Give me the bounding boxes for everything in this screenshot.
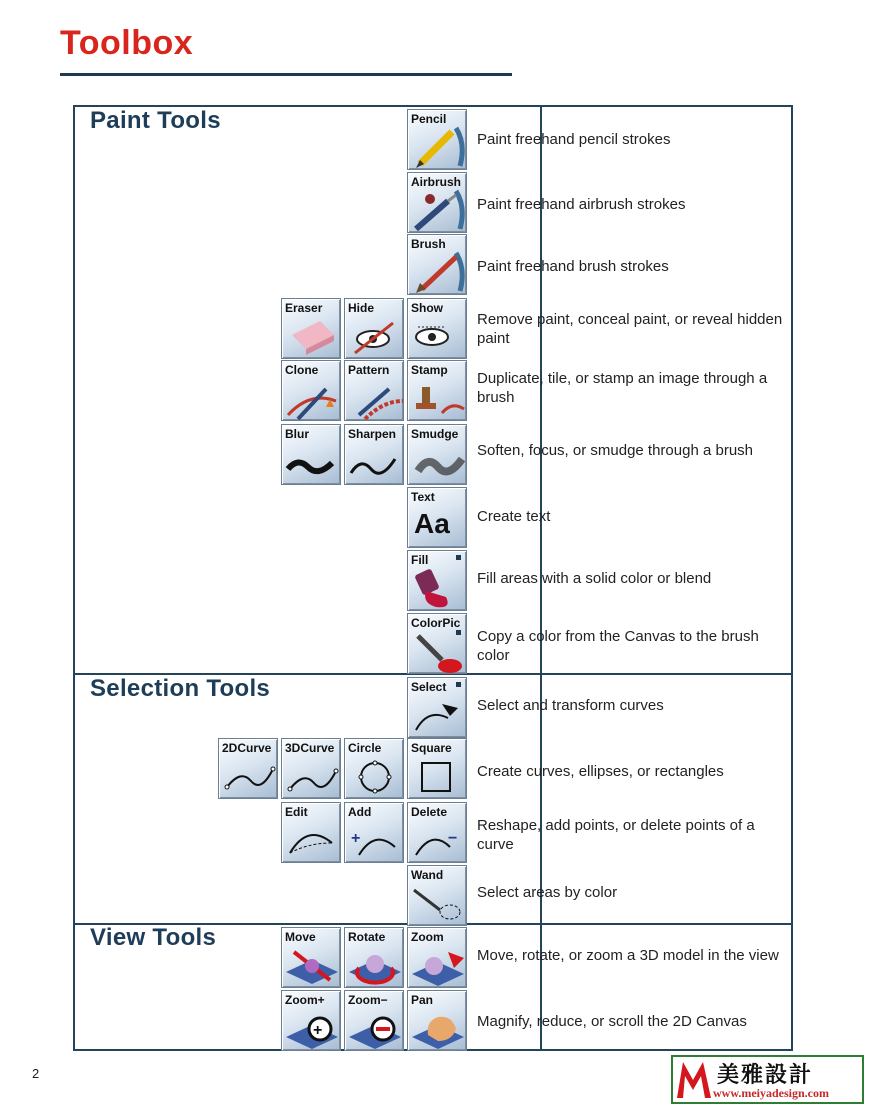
title-rule — [60, 73, 512, 76]
tool-label: Square — [411, 741, 452, 755]
tool-description: Fill areas with a solid color or blend — [477, 570, 712, 587]
curve-2d-icon — [219, 739, 278, 799]
tool-label: Stamp — [411, 363, 448, 377]
svg-text:+: + — [351, 830, 361, 847]
reduce-icon — [345, 991, 404, 1051]
hide-tool-button[interactable] — [344, 298, 404, 359]
blur-icon — [282, 425, 341, 485]
logo-url: www.meiyadesign.com — [713, 1086, 829, 1100]
tool-label: Pencil — [411, 112, 447, 126]
eye-icon — [408, 299, 467, 359]
tool-description: Magnify, reduce, or scroll the 2D Canvas — [477, 1013, 747, 1030]
eye-hidden-icon — [345, 299, 404, 359]
fill-tool-button[interactable] — [407, 550, 467, 611]
tool-label: Brush — [411, 237, 446, 251]
section-title-paint: Paint Tools — [90, 107, 221, 134]
tool-description: Reshape, add points, or delete points of a curve — [477, 817, 755, 853]
tool-description: Move, rotate, or zoom a 3D model in the view — [477, 947, 779, 964]
pan-tool-button[interactable] — [407, 990, 467, 1051]
clone-icon — [282, 361, 341, 421]
stamp-tool-button[interactable] — [407, 360, 467, 421]
tool-label: Pan — [411, 993, 434, 1007]
toolbox-panel — [73, 105, 793, 1051]
tool-label: Circle — [348, 741, 382, 755]
tool-description: Create curves, ellipses, or rectangles — [477, 763, 724, 780]
tool-label: Edit — [285, 805, 308, 819]
tool-description: Copy a color from the Canvas to the brush color — [477, 628, 759, 664]
tool-label: 3DCurve — [285, 741, 335, 755]
section-title-view: View Tools — [90, 924, 217, 951]
tool-label: 2DCurve — [222, 741, 272, 755]
pencil-icon — [408, 110, 467, 170]
curve-3d-icon — [282, 739, 341, 799]
blur-tool-button[interactable] — [281, 424, 341, 485]
publisher-logo — [671, 1055, 864, 1104]
colorpic-tool-button[interactable] — [407, 613, 467, 674]
tool-description: Select and transform curves — [477, 697, 664, 714]
tool-label: Rotate — [348, 930, 386, 944]
tool-label: Pattern — [348, 363, 390, 377]
pattern-tool-button[interactable] — [344, 360, 404, 421]
tool-label: Add — [348, 805, 372, 819]
text-tool-button[interactable] — [407, 487, 467, 548]
tool-description: Soften, focus, or smudge through a brush — [477, 442, 753, 459]
tool-description: Create text — [477, 508, 551, 525]
tool-label: Hide — [348, 301, 375, 315]
sharpen-tool-button[interactable] — [344, 424, 404, 485]
tool-label: Sharpen — [348, 427, 397, 441]
hand-icon — [408, 991, 467, 1051]
tool-description: Paint freehand airbrush strokes — [477, 196, 686, 213]
tool-label: Move — [285, 930, 316, 944]
tool-label: Show — [411, 301, 443, 315]
logo-mark-icon — [675, 1058, 715, 1102]
paint-bucket-icon — [408, 551, 467, 611]
logo-text: 美雅設計 — [717, 1062, 814, 1087]
sharpen-icon — [345, 425, 404, 485]
move-tool-button[interactable] — [281, 927, 341, 988]
edit-curve-icon — [282, 803, 341, 863]
brush-icon — [408, 235, 467, 295]
tool-label: Zoom+ — [285, 993, 325, 1007]
clone-tool-button[interactable] — [281, 360, 341, 421]
zoom-out-tool-button[interactable] — [344, 990, 404, 1051]
rotate-tool-button[interactable] — [344, 927, 404, 988]
magic-wand-icon — [408, 866, 467, 926]
delete-tool-button[interactable] — [407, 802, 467, 863]
tool-label: Blur — [285, 427, 309, 441]
tool-label: Smudge — [411, 427, 459, 441]
add-point-icon — [345, 803, 404, 863]
tool-label: Delete — [411, 805, 448, 819]
2dcurve-tool-button[interactable] — [218, 738, 278, 799]
zoom-tool-button[interactable] — [407, 927, 467, 988]
smudge-tool-button[interactable] — [407, 424, 467, 485]
svg-text:+: + — [313, 1022, 323, 1039]
text-glyph-icon: Aa — [414, 508, 450, 539]
move-view-icon — [282, 928, 341, 988]
tool-label: Wand — [411, 868, 444, 882]
tool-description: Remove paint, conceal paint, or reveal hidden paint — [477, 311, 783, 347]
magnify-icon — [282, 991, 341, 1051]
section-title-selection: Selection Tools — [90, 675, 271, 702]
tool-label: Zoom− — [348, 993, 388, 1007]
select-arrow-icon — [408, 678, 467, 738]
tool-label: Eraser — [285, 301, 323, 315]
rotate-view-icon — [345, 928, 404, 988]
tool-description: Duplicate, tile, or stamp an image through a brush — [477, 370, 768, 406]
pencil-tool-button[interactable] — [407, 109, 467, 170]
airbrush-icon — [408, 173, 467, 233]
3dcurve-tool-button[interactable] — [281, 738, 341, 799]
eraser-tool-button[interactable] — [281, 298, 341, 359]
edit-tool-button[interactable] — [281, 802, 341, 863]
wand-tool-button[interactable] — [407, 865, 467, 926]
brush-tool-button[interactable] — [407, 234, 467, 295]
delete-point-icon — [408, 803, 467, 863]
tool-label: ColorPic — [411, 616, 461, 630]
eyedropper-icon — [408, 614, 467, 674]
tool-label: Airbrush — [411, 175, 462, 189]
circle-icon — [345, 739, 404, 799]
zoom-in-tool-button[interactable] — [281, 990, 341, 1051]
square-icon — [408, 739, 467, 799]
tool-label: Text — [411, 490, 435, 504]
tool-label: Zoom — [411, 930, 444, 944]
tool-label: Clone — [285, 363, 319, 377]
zoom-view-icon — [408, 928, 467, 988]
tool-label: Select — [411, 680, 447, 694]
tool-description: Select areas by color — [477, 884, 618, 901]
page-title: Toolbox — [60, 24, 194, 62]
select-tool-button[interactable] — [407, 677, 467, 738]
show-tool-button[interactable] — [407, 298, 467, 359]
tool-label: Fill — [411, 553, 429, 567]
pattern-icon — [345, 361, 404, 421]
add-tool-button[interactable] — [344, 802, 404, 863]
page-number: 2 — [32, 1066, 40, 1081]
tool-description: Paint freehand brush strokes — [477, 258, 669, 275]
stamp-icon — [408, 361, 467, 421]
circle-tool-button[interactable] — [344, 738, 404, 799]
svg-text:−: − — [448, 830, 458, 847]
smudge-icon — [408, 425, 467, 485]
square-tool-button[interactable] — [407, 738, 467, 799]
eraser-icon — [282, 299, 341, 359]
tool-description: Paint freehand pencil strokes — [477, 131, 671, 148]
airbrush-tool-button[interactable] — [407, 172, 467, 233]
